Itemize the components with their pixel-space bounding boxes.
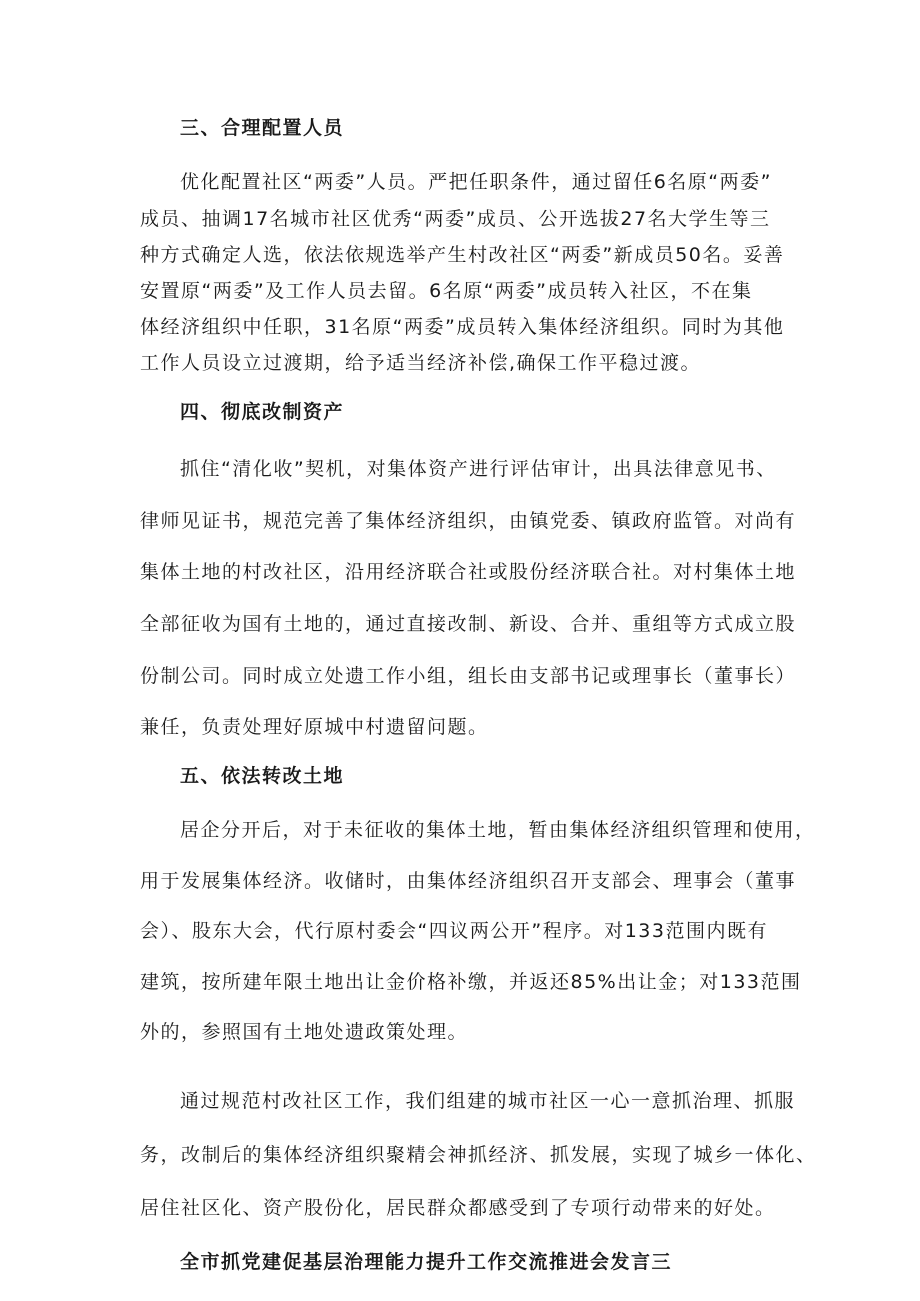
text-line: 会）、股东大会，代行原村委会“四议两公开”程序。对133范围内既有 xyxy=(140,920,768,942)
text-line: 兼任，负责处理好原城中村遗留问题。 xyxy=(140,716,489,738)
text-line: 体经济组织中任职，31名原“两委”成员转入集体经济组织。同时为其他 xyxy=(140,316,785,338)
text-line: 通过规范村改社区工作，我们组建的城市社区一心一意抓治理、抓服 xyxy=(180,1090,796,1112)
text-line: 务，改制后的集体经济组织聚精会神抓经济、抓发展，实现了城乡一体化、 xyxy=(140,1144,817,1166)
text-line: 集体土地的村改社区，沿用经济联合社或股份经济联合社。对村集体土地 xyxy=(140,561,797,583)
text-line: 优化配置社区“两委”人员。严把任职条件，通过留任6名原“两委” xyxy=(180,171,772,193)
section-heading-3: 三、合理配置人员 xyxy=(180,117,345,139)
text-line: 成员、抽调17名城市社区优秀“两委”成员、公开选拔27名大学生等三 xyxy=(140,208,771,230)
text-line: 份制公司。同时成立处遗工作小组，组长由支部书记或理事长（董事长） xyxy=(140,665,797,687)
text-line: 外的，参照国有土地处遗政策处理。 xyxy=(140,1021,469,1043)
text-line: 律师见证书，规范完善了集体经济组织，由镇党委、镇政府监管。对尚有 xyxy=(140,510,797,532)
section-heading-5: 五、依法转改土地 xyxy=(180,765,345,787)
text-line: 安置原“两委”及工作人员去留。6名原“两委”成员转入社区，不在集 xyxy=(140,280,753,302)
text-line: 工作人员设立过渡期，给予适当经济补偿,确保工作平稳过渡。 xyxy=(140,352,702,374)
text-line: 用于发展集体经济。收储时，由集体经济组织召开支部会、理事会（董事 xyxy=(140,870,797,892)
text-line: 居住社区化、资产股份化，居民群众都感受到了专项行动带来的好处。 xyxy=(140,1197,776,1219)
text-line: 全部征收为国有土地的，通过直接改制、新设、合并、重组等方式成立股 xyxy=(140,613,797,635)
text-line: 建筑，按所建年限土地出让金价格补缴，并返还85%出让金；对133范围 xyxy=(140,971,802,993)
text-line: 抓住“清化收”契机，对集体资产进行评估审计，出具法律意见书、 xyxy=(180,458,777,480)
text-line: 种方式确定人选，依法依规选举产生村改社区“两委”新成员50名。妥善 xyxy=(140,244,785,266)
next-document-title: 全市抓党建促基层治理能力提升工作交流推进会发言三 xyxy=(180,1251,673,1273)
section-heading-4: 四、彻底改制资产 xyxy=(180,401,345,423)
text-line: 居企分开后，对于未征收的集体土地，暂由集体经济组织管理和使用， xyxy=(180,819,816,841)
